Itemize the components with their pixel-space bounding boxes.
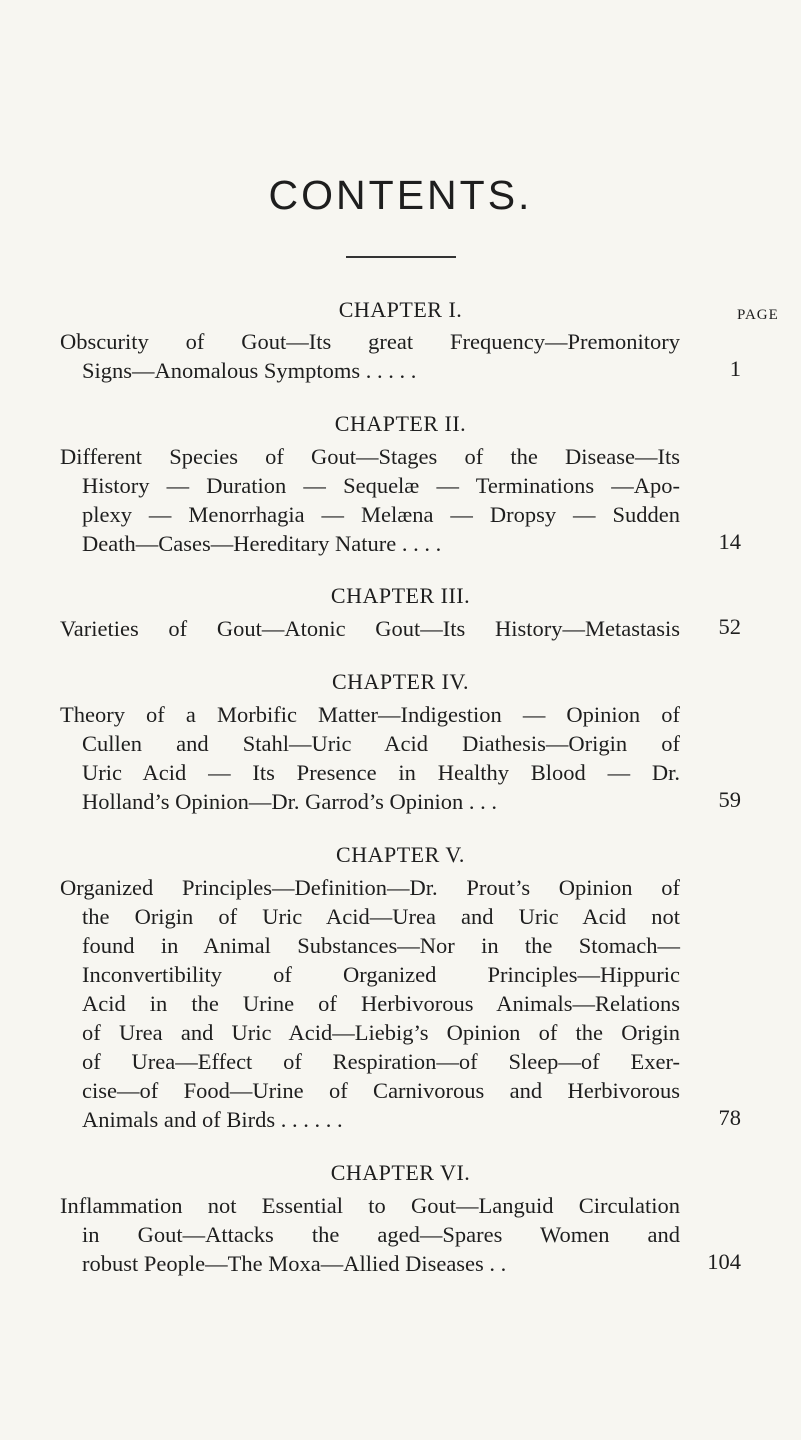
chapter-5-line: Organized Principles—Definition—Dr. Prout’s Opinion of <box>60 875 680 900</box>
chapter-5-page: 78 <box>718 1105 741 1130</box>
chapter-3-heading: CHAPTER III. <box>330 583 471 608</box>
page-column-label: PAGE <box>737 307 779 323</box>
chapter-2-line: Different Species of Gout—Stages of the Disease—Its <box>60 444 680 469</box>
chapter-4-line: Cullen and Stahl—Uric Acid Diathesis—Origin of <box>82 731 680 756</box>
chapter-1-entry <box>60 327 680 385</box>
chapter-6-line: in Gout—Attacks the aged—Spares Women and <box>82 1222 680 1247</box>
chapter-2-line: History — Duration — Sequelæ — Terminations —Apo- <box>82 473 680 498</box>
chapter-2-line: Death—Cases—Hereditary Nature . . . . <box>82 531 442 556</box>
chapter-6-entry <box>60 1191 680 1278</box>
chapter-6-page: 104 <box>707 1249 741 1274</box>
chapter-2-line: plexy — Menorrhagia — Melæna — Dropsy — Sudden <box>82 502 680 527</box>
chapter-2-entry <box>60 442 680 558</box>
chapter-5-line: of Urea—Effect of Respiration—of Sleep—of Exer- <box>82 1049 680 1074</box>
chapter-5-line: Inconvertibility of Organized Principles—Hippuric <box>82 962 680 987</box>
chapter-4-line: Uric Acid — Its Presence in Healthy Blood — Dr. <box>82 760 680 785</box>
chapter-4-entry <box>60 700 680 816</box>
chapter-5-heading: CHAPTER V. <box>336 842 465 867</box>
chapter-1-line: Signs—Anomalous Symptoms . . . . . <box>82 358 417 383</box>
chapter-2-heading: CHAPTER II. <box>334 411 467 436</box>
chapter-5-line: the Origin of Uric Acid—Urea and Uric Acid not <box>82 904 680 929</box>
chapter-6-line: robust People—The Moxa—Allied Diseases . . <box>82 1251 507 1276</box>
chapter-4-page: 59 <box>718 787 741 812</box>
chapter-1-heading: CHAPTER I. <box>338 297 463 322</box>
heading-rule <box>346 256 456 258</box>
chapter-5-line: Acid in the Urine of Herbivorous Animals—Relations <box>82 991 680 1016</box>
chapter-2-page: 14 <box>718 529 741 554</box>
chapter-1-line: Obscurity of Gout—Its great Frequency—Premonitory <box>60 329 680 354</box>
chapter-6-heading: CHAPTER VI. <box>330 1160 471 1185</box>
chapter-5-line: found in Animal Substances—Nor in the Stomach— <box>82 933 680 958</box>
chapter-4-heading: CHAPTER IV. <box>331 669 470 694</box>
chapter-3-entry <box>60 614 680 643</box>
chapter-5-line: Animals and of Birds . . . . . . <box>82 1107 343 1132</box>
chapter-5-entry <box>60 873 680 1134</box>
chapter-6-line: Inflammation not Essential to Gout—Languid Circulation <box>60 1193 680 1218</box>
chapter-4-line: Theory of a Morbific Matter—Indigestion — Opinion of <box>60 702 680 727</box>
chapter-3-page: 52 <box>718 614 741 639</box>
chapter-5-line: of Urea and Uric Acid—Liebig’s Opinion of the Origin <box>82 1020 680 1045</box>
chapter-5-line: cise—of Food—Urine of Carnivorous and Herbivorous <box>82 1078 680 1103</box>
chapter-4-line: Holland’s Opinion—Dr. Garrod’s Opinion . . . <box>82 789 497 814</box>
chapter-3-line: Varieties of Gout—Atonic Gout—Its History—Metastasis <box>60 616 680 641</box>
contents-heading: CONTENTS. <box>268 172 533 218</box>
chapter-1-page: 1 <box>729 356 741 381</box>
